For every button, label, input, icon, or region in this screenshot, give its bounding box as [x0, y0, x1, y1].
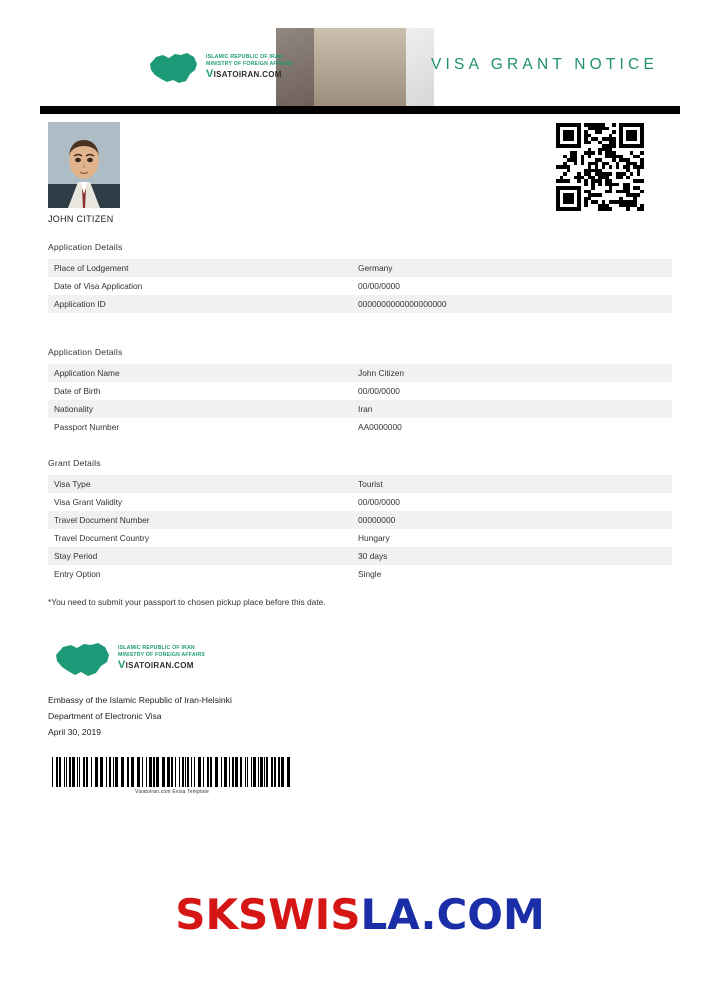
- header-logo-line1: ISLAMIC REPUBLIC OF IRAN: [206, 54, 283, 61]
- row-value: 0000000000000000000: [352, 295, 672, 313]
- passport-submission-note: *You need to submit your passport to chosen pickup place before this date.: [48, 597, 326, 607]
- footer-logo-brand: [118, 659, 205, 673]
- table-row: [48, 295, 672, 313]
- site-watermark: [0, 890, 720, 939]
- identity-row: [40, 114, 680, 226]
- table-row: [48, 493, 672, 511]
- row-label: Date of Visa Application: [54, 281, 143, 291]
- row-label: Visa Grant Validity: [54, 497, 123, 507]
- row-value: 00/00/0000: [358, 386, 400, 396]
- row-value: 30 days: [352, 547, 672, 565]
- table-row: [48, 565, 672, 583]
- applicant-name: JOHN CITIZEN: [48, 214, 114, 224]
- footer-logo-line2: MINISTRY OF FOREIGN AFFAIRS: [118, 651, 206, 658]
- footer-logo-brand-v: V: [118, 659, 126, 672]
- barcode-caption: Visatoiran.com Evisa Template: [135, 789, 209, 795]
- applicant-photo: [48, 122, 120, 208]
- row-value: AA0000000: [358, 422, 402, 432]
- header-logo-line2: MINISTRY OF FOREIGN AFFAIRS: [206, 60, 294, 67]
- section-title: Application Details: [48, 242, 123, 252]
- section-title: Grant Details: [48, 458, 101, 468]
- footer-department: Department of Electronic Visa: [48, 711, 162, 721]
- watermark-part3: COM: [436, 890, 545, 939]
- row-label: Passport Number: [54, 422, 120, 432]
- row-value: 00000000: [352, 511, 672, 529]
- header-logo-brand-v: V: [206, 68, 214, 81]
- section-application-details-1: [40, 242, 680, 313]
- footer-embassy: Embassy of the Islamic Republic of Iran-Helsinki: [48, 695, 232, 705]
- row-label: Visa Type: [48, 475, 352, 493]
- header-logo: [146, 48, 293, 88]
- iran-map-icon: [52, 637, 112, 681]
- row-value: 00/00/0000: [358, 281, 400, 291]
- table-row: [48, 277, 672, 295]
- row-label: Nationality: [48, 400, 352, 418]
- header-logo-brand: [206, 68, 293, 82]
- watermark-dot: .: [420, 890, 437, 939]
- visa-grant-notice-document: [40, 28, 680, 868]
- header-logo-brand-rest: ISATOIRAN.COM: [213, 70, 282, 80]
- row-value: Iran: [352, 400, 672, 418]
- document-footer: [48, 637, 680, 795]
- watermark-part2: LA: [360, 890, 421, 939]
- footer-logo-brand-rest: ISATOIRAN.COM: [125, 661, 194, 671]
- details-table: [48, 475, 672, 583]
- details-table: [48, 259, 672, 313]
- header-black-divider: [40, 106, 680, 114]
- row-label: Application ID: [48, 295, 352, 313]
- table-row: [48, 547, 672, 565]
- section-application-details-2: [40, 347, 680, 436]
- document-header-banner: [40, 28, 680, 106]
- row-value: Tourist: [352, 475, 672, 493]
- table-row: [48, 418, 672, 436]
- row-label: Travel Document Number: [48, 511, 352, 529]
- footer-logo-text: [118, 645, 205, 673]
- header-logo-text: [206, 54, 293, 82]
- row-value: Hungary: [358, 533, 390, 543]
- footer-date: April 30, 2019: [48, 727, 102, 737]
- footer-logo: [52, 637, 680, 681]
- table-row: [48, 511, 672, 529]
- barcode: [52, 757, 292, 787]
- row-value: 00/00/0000: [358, 497, 400, 507]
- table-row: [48, 529, 672, 547]
- row-label: Entry Option: [54, 569, 101, 579]
- row-label: Stay Period: [48, 547, 352, 565]
- iran-map-icon: [146, 48, 200, 88]
- table-row: [48, 259, 672, 277]
- row-label: Place of Lodgement: [48, 259, 352, 277]
- barcode-area: [52, 757, 292, 795]
- details-table: [48, 364, 672, 436]
- table-row: [48, 364, 672, 382]
- table-row: [48, 475, 672, 493]
- watermark-part1: SKSWIS: [175, 890, 361, 939]
- row-label: Travel Document Country: [54, 533, 150, 543]
- row-label: Date of Birth: [54, 386, 101, 396]
- qr-code: [552, 119, 648, 215]
- section-title: Application Details: [48, 347, 123, 357]
- row-value: John Citizen: [352, 364, 672, 382]
- footer-logo-line1: ISLAMIC REPUBLIC OF IRAN: [118, 645, 195, 652]
- section-grant-details: [40, 458, 680, 583]
- row-value: Single: [358, 569, 382, 579]
- qr-code-grid: [556, 123, 644, 211]
- table-row: [48, 382, 672, 400]
- row-label: Application Name: [48, 364, 352, 382]
- table-row: [48, 400, 672, 418]
- document-title: VISA GRANT NOTICE: [430, 56, 658, 73]
- row-value: Germany: [352, 259, 672, 277]
